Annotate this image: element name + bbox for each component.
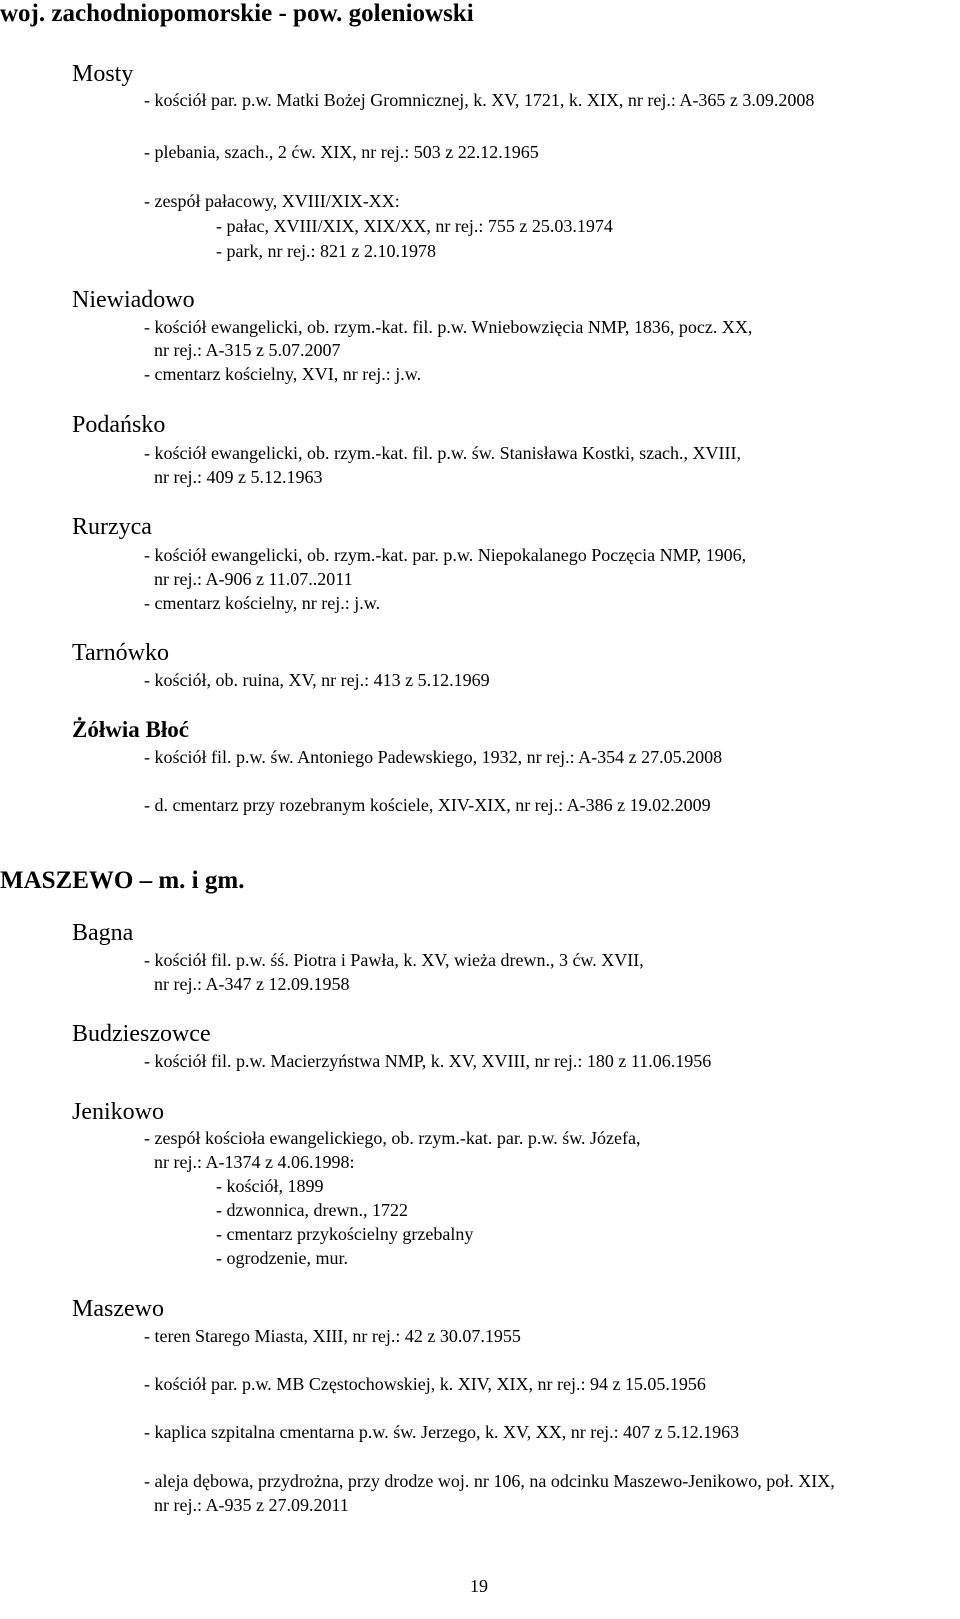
- locality-heading-bagna: Bagna: [72, 920, 134, 946]
- entry-line: - kościół par. p.w. Matki Bożej Gromnicznej, k. XV, 1721, k. XIX, nr rej.: A-365 z 3.09.2008: [144, 90, 815, 110]
- entry-line: - zespół pałacowy, XVIII/XIX-XX:: [144, 191, 400, 211]
- locality-heading-podansko: Podańsko: [72, 412, 166, 438]
- entry-line: - kościół ewangelicki, ob. rzym.-kat. fil. p.w. Wniebowzięcia NMP, 1836, pocz. XX,: [144, 317, 753, 337]
- locality-heading-zolwia-bloc: Żółwia Błoć: [72, 717, 189, 742]
- entry-line: - kościół fil. p.w. śś. Piotra i Pawła, k. XV, wieża drewn., 3 ćw. XVII,: [144, 950, 644, 970]
- locality-heading-budzieszowce: Budzieszowce: [72, 1021, 211, 1047]
- entry-line: - kościół ewangelicki, ob. rzym.-kat. par. p.w. Niepokalanego Poczęcia NMP, 1906,: [144, 545, 747, 565]
- entry-line: - zespół kościoła ewangelickiego, ob. rzym.-kat. par. p.w. św. Józefa,: [144, 1128, 641, 1148]
- entry-subline: - park, nr rej.: 821 z 2.10.1978: [216, 241, 436, 261]
- entry-continuation: nr rej.: A-347 z 12.09.1958: [154, 974, 350, 994]
- entry-line: - kościół fil. p.w. Macierzyństwa NMP, k. XV, XVIII, nr rej.: 180 z 11.06.1956: [144, 1051, 712, 1071]
- entry-continuation: nr rej.: A-906 z 11.07..2011: [154, 569, 353, 589]
- entry-continuation: nr rej.: 409 z 5.12.1963: [154, 467, 323, 487]
- entry-subline: - cmentarz przykościelny grzebalny: [216, 1224, 474, 1244]
- entry-subline: - dzwonnica, drewn., 1722: [216, 1200, 408, 1220]
- entry-line: - plebania, szach., 2 ćw. XIX, nr rej.: 503 z 22.12.1965: [144, 142, 539, 162]
- entry-subline: - pałac, XVIII/XIX, XIX/XX, nr rej.: 755 z 25.03.1974: [216, 216, 613, 236]
- locality-heading-maszewo: Maszewo: [72, 1296, 164, 1322]
- entry-line: - kaplica szpitalna cmentarna p.w. św. Jerzego, k. XV, XX, nr rej.: 407 z 5.12.1963: [144, 1422, 740, 1442]
- locality-heading-mosty: Mosty: [72, 61, 134, 87]
- entry-line: - aleja dębowa, przydrożna, przy drodze woj. nr 106, na odcinku Maszewo-Jenikowo, poł. XIX,: [144, 1471, 835, 1491]
- entry-line: - teren Starego Miasta, XIII, nr rej.: 42 z 30.07.1955: [144, 1326, 521, 1346]
- entry-line: - kościół, ob. ruina, XV, nr rej.: 413 z 5.12.1969: [144, 670, 490, 690]
- entry-line: - cmentarz kościelny, nr rej.: j.w.: [144, 593, 381, 613]
- locality-heading-niewiadowo: Niewiadowo: [72, 287, 195, 313]
- locality-heading-rurzyca: Rurzyca: [72, 514, 152, 540]
- locality-heading-tarnowko: Tarnówko: [72, 640, 169, 666]
- locality-heading-jenikowo: Jenikowo: [72, 1099, 164, 1125]
- entry-line: - kościół par. p.w. MB Częstochowskiej, k. XIV, XIX, nr rej.: 94 z 15.05.1956: [144, 1374, 706, 1394]
- entry-subline: - ogrodzenie, mur.: [216, 1248, 348, 1268]
- entry-line: - kościół fil. p.w. św. Antoniego Padewskiego, 1932, nr rej.: A-354 z 27.05.2008: [144, 747, 723, 767]
- entry-continuation: nr rej.: A-935 z 27.09.2011: [154, 1495, 349, 1515]
- entry-line: - cmentarz kościelny, XVI, nr rej.: j.w.: [144, 364, 422, 384]
- entry-line: - d. cmentarz przy rozebranym kościele, XIV-XIX, nr rej.: A-386 z 19.02.2009: [144, 795, 711, 815]
- page-number: 19: [470, 1576, 488, 1596]
- page-header: woj. zachodniopomorskie - pow. goleniowski: [0, 0, 474, 27]
- entry-line: - kościół ewangelicki, ob. rzym.-kat. fil. p.w. św. Stanisława Kostki, szach., XVIII,: [144, 443, 742, 463]
- entry-subline: - kościół, 1899: [216, 1176, 324, 1196]
- entry-continuation: nr rej.: A-1374 z 4.06.1998:: [154, 1152, 355, 1172]
- commune-heading-maszewo: MASZEWO – m. i gm.: [0, 867, 245, 894]
- entry-continuation: nr rej.: A-315 z 5.07.2007: [154, 340, 341, 360]
